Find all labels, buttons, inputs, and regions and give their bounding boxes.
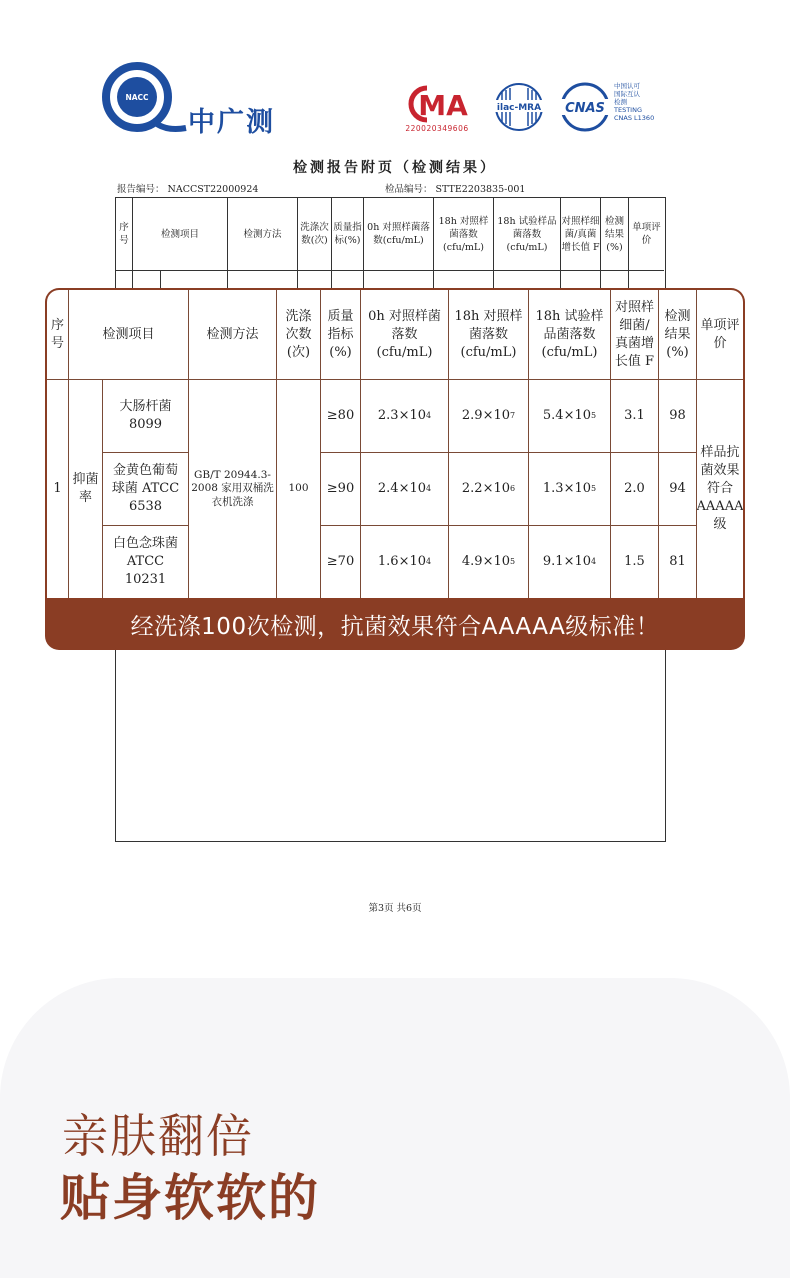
- col-header-0h: 0h 对照样菌落数(cfu/mL): [361, 290, 449, 380]
- cell-growth: 3.1: [611, 380, 659, 453]
- value-mantissa: 9.1×10: [542, 554, 591, 569]
- value-mantissa: 2.9×10: [461, 408, 510, 423]
- doc-header-washes: 洗涤次数(次): [298, 198, 332, 271]
- sample-number: 检品编号： STTE2203835-001: [385, 184, 526, 195]
- doc-header-result: 检测结果(%): [601, 198, 629, 271]
- results-footer: 经洗涤100次检测，抗菌效果符合AAAAA级标准！: [130, 613, 660, 640]
- cell-index: ≥90: [321, 453, 361, 526]
- cell-result: 94: [659, 453, 697, 526]
- cell-item-staph: 金黄色葡萄球菌 ATCC 6538: [103, 453, 189, 526]
- doc-header-18h-sample: 18h 试验样品菌落数(cfu/mL): [494, 198, 561, 271]
- cell-growth: 2.0: [611, 453, 659, 526]
- results-table: [47, 290, 743, 598]
- cell-result: 81: [659, 526, 697, 598]
- cell-item-candida: 白色念珠菌 ATCC 10231: [103, 526, 189, 598]
- doc-header-index: 质量指标(%): [332, 198, 364, 271]
- cnas-caption-line: 国际互认: [614, 90, 640, 98]
- col-header-method: 检测方法: [189, 290, 277, 380]
- value-mantissa: 5.4×10: [542, 408, 591, 423]
- cnas-caption-line: 中国认可: [614, 82, 640, 90]
- cell-0h: 1.6×10 4: [361, 526, 449, 598]
- doc-header-growth: 对照样细菌/真菌增长值 F: [561, 198, 601, 271]
- value-mantissa: 2.2×10: [461, 481, 510, 496]
- cell-category: 抑菌率: [69, 380, 103, 598]
- page-number: 第3页 共6页: [368, 903, 422, 914]
- cell-result: 98: [659, 380, 697, 453]
- report-title: 检测报告附页（检测结果）: [293, 160, 497, 176]
- cell-18h-sample: 5.4×10 5: [529, 380, 611, 453]
- nacc-logo-icon: [100, 62, 190, 138]
- col-header-rating: 单项评价: [697, 290, 743, 380]
- cell-index: ≥70: [321, 526, 361, 598]
- col-header-washes: 洗涤次数(次): [277, 290, 321, 380]
- col-header-result: 检测结果(%): [659, 290, 697, 380]
- cnas-icon: [556, 82, 614, 132]
- doc-header-0h: 0h 对照样菌落数(cfu/mL): [364, 198, 434, 271]
- col-header-growth: 对照样细菌/真菌增长值 F: [611, 290, 659, 380]
- ilac-icon: [490, 82, 548, 132]
- cnas-caption-line: TESTING: [614, 106, 642, 114]
- svg-text:ilac-MRA: ilac-MRA: [496, 103, 542, 113]
- doc-header-rating: 单项评价: [629, 198, 664, 271]
- cell-18h-sample: 9.1×10 4: [529, 526, 611, 598]
- doc-header-18h-control: 18h 对照样菌落数(cfu/mL): [434, 198, 494, 271]
- cell-index: ≥80: [321, 380, 361, 453]
- value-mantissa: 2.3×10: [377, 408, 426, 423]
- cell-18h-sample: 1.3×10 5: [529, 453, 611, 526]
- doc-header-seq: 序号: [116, 198, 133, 271]
- cell-0h: 2.4×10 4: [361, 453, 449, 526]
- cell-method: GB/T 20944.3-2008 家用双桶洗衣机洗涤: [189, 380, 277, 598]
- doc-header-method: 检测方法: [228, 198, 298, 271]
- value-mantissa: 1.3×10: [542, 481, 591, 496]
- cell-18h-control: 2.2×10 6: [449, 453, 529, 526]
- value-mantissa: 2.4×10: [377, 481, 426, 496]
- cell-rating: 样品抗菌效果符合AAAAA级: [696, 445, 743, 532]
- cell-item-ecoli: 大肠杆菌 8099: [103, 380, 189, 453]
- slogan-line-1: 亲肤翻倍: [62, 1109, 254, 1163]
- cell-0h: 2.3×10 4: [361, 380, 449, 453]
- col-header-item: 检测项目: [69, 290, 189, 380]
- cnas-caption-line: CNAS L1360: [614, 114, 655, 122]
- svg-text:MA: MA: [418, 89, 468, 122]
- slogan-line-2: 贴身软软的: [60, 1169, 320, 1227]
- value-mantissa: 4.9×10: [461, 554, 510, 569]
- svg-text:CNAS: CNAS: [565, 101, 605, 116]
- cell-18h-control: 2.9×10 7: [449, 380, 529, 453]
- cell-growth: 1.5: [611, 526, 659, 598]
- col-header-seq: 序号: [47, 290, 69, 380]
- cnas-caption-line: 检测: [614, 98, 627, 106]
- value-mantissa: 1.6×10: [377, 554, 426, 569]
- svg-text:NACC: NACC: [125, 93, 149, 102]
- report-number: 报告编号： NACCST22000924: [117, 184, 259, 195]
- cma-icon: [397, 84, 477, 124]
- cnas-mark: [556, 82, 614, 132]
- col-header-18h-control: 18h 对照样菌落数(cfu/mL): [449, 290, 529, 380]
- cma-number: 220020349606: [405, 124, 469, 133]
- cell-washes: 100: [277, 380, 321, 598]
- ilac-mra-mark: [490, 82, 548, 132]
- brand-name: 中广测: [188, 107, 275, 138]
- col-header-18h-sample: 18h 试验样品菌落数(cfu/mL): [529, 290, 611, 380]
- cell-seq: 1: [47, 380, 69, 598]
- col-header-index: 质量指标(%): [321, 290, 361, 380]
- cell-18h-control: 4.9×10 5: [449, 526, 529, 598]
- results-card: [45, 288, 745, 650]
- doc-header-item: 检测项目: [133, 198, 228, 271]
- cnas-caption: [614, 82, 654, 122]
